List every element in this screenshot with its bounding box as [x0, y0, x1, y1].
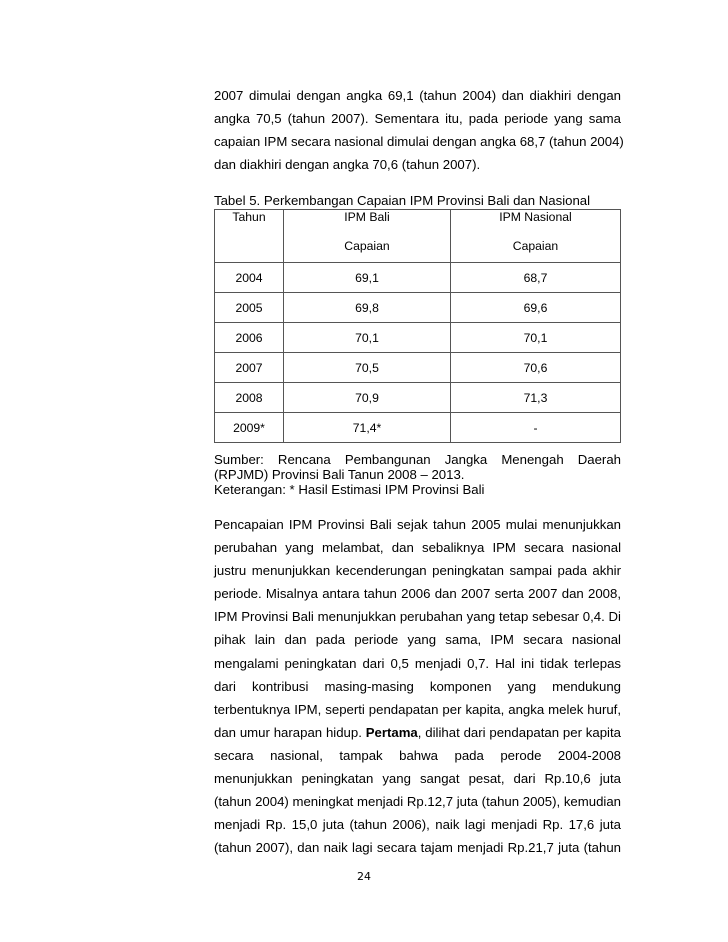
text-line: secara nasional, tampak bahwa pada perode 2004-2008: [214, 747, 621, 763]
table-header-row: [215, 210, 621, 231]
text-line: perubahan yang melambat, dan sebaliknya IPM secara nasional: [214, 540, 621, 556]
cell-year: 2009*: [215, 413, 284, 443]
cell-ipm-bali: 70,9: [284, 383, 451, 413]
cell-ipm-bali: 70,1: [284, 323, 451, 353]
table-row: [215, 263, 621, 293]
text-line: dan diakhiri dengan angka 70,6 (tahun 2007).: [214, 157, 481, 173]
cell-ipm-nasional: 71,3: [451, 383, 621, 413]
text-line: Pencapaian IPM Provinsi Bali sejak tahun 2005 mulai menunjukkan: [214, 517, 621, 532]
cell-year: 2005: [215, 293, 284, 323]
text-line: periode. Misalnya antara tahun 2006 dan 2007 serta 2007 dan 2008,: [214, 586, 621, 602]
cell-ipm-nasional: 70,6: [451, 353, 621, 383]
text-line: (tahun 2007), dan naik lagi secara tajam menjadi Rp.21,7 juta (tahun: [214, 840, 621, 856]
text-line: [214, 721, 621, 744]
note-line: Keterangan: * Hasil Estimasi IPM Provinsi Bali: [214, 482, 485, 497]
table-row: [215, 323, 621, 353]
table-row: [215, 293, 621, 323]
text-line: capaian IPM secara nasional dimulai dengan angka 68,7 (tahun 2004): [214, 134, 624, 150]
table-row: [215, 413, 621, 443]
text-line: pihak lain dan pada periode yang sama, IPM secara nasional: [214, 632, 621, 648]
paragraph-intro: [214, 84, 624, 176]
table-row: [215, 353, 621, 383]
text-run: dan umur harapan hidup.: [214, 724, 366, 740]
cell-year: 2008: [215, 383, 284, 413]
text-line: terbentuknya IPM, seperti pendapatan per kapita, angka melek huruf,: [214, 701, 621, 717]
cell-year: 2007: [215, 353, 284, 383]
cell-ipm-bali: 69,8: [284, 293, 451, 323]
text-line: 2007 dimulai dengan angka 69,1 (tahun 2004) dan diakhiri dengan: [214, 88, 621, 103]
text-line: dari kontribusi masing-masing komponen yang mendukung: [214, 678, 621, 694]
text-line: (tahun 2004) meningkat menjadi Rp.12,7 juta (tahun 2005), kemudian: [214, 794, 621, 810]
text-line: angka 70,5 (tahun 2007). Sementara itu, pada periode yang sama: [214, 111, 621, 127]
cell-ipm-bali: 70,5: [284, 353, 451, 383]
cell-year: 2006: [215, 323, 284, 353]
text-line: IPM Provinsi Bali menunjukkan perubahan yang tetap sebesar 0,4. Di: [214, 609, 621, 625]
table-caption: Tabel 5. Perkembangan Capaian IPM Provinsi Bali dan Nasional: [214, 193, 591, 208]
cell-ipm-nasional: 70,1: [451, 323, 621, 353]
bold-term-pertama: Pertama: [365, 724, 418, 740]
cell-ipm-nasional: 69,6: [451, 293, 621, 323]
table-row: [215, 383, 621, 413]
ipm-table: [214, 209, 621, 443]
cell-year: 2004: [215, 263, 284, 293]
subheader-capaian-nasional: Capaian: [451, 230, 621, 263]
subheader-capaian-bali: Capaian: [284, 230, 451, 263]
source-line: (RPJMD) Provinsi Bali Tanun 2008 – 2013.: [214, 467, 465, 482]
cell-ipm-nasional: 68,7: [451, 263, 621, 293]
header-tahun: Tahun: [215, 210, 284, 263]
cell-ipm-bali: 71,4*: [284, 413, 451, 443]
header-ipm-nasional: IPM Nasional: [451, 210, 621, 231]
cell-ipm-nasional: -: [451, 413, 621, 443]
text-run: , dilihat dari pendapatan per kapita: [417, 724, 621, 740]
header-ipm-bali: IPM Bali: [284, 210, 451, 231]
cell-ipm-bali: 69,1: [284, 263, 451, 293]
text-line: justru menunjukkan kecenderungan peningkatan sampai pada akhir: [214, 563, 621, 579]
paragraph-analysis: [214, 513, 621, 859]
text-line: menjadi Rp. 15,0 juta (tahun 2006), naik lagi menjadi Rp. 17,6 juta: [214, 817, 621, 833]
source-line: Sumber: Rencana Pembangunan Jangka Menengah Daerah: [214, 452, 621, 467]
page-number: 24: [357, 870, 371, 883]
text-line: mengalami peningkatan dari 0,5 menjadi 0,7. Hal ini tidak terlepas: [214, 655, 621, 671]
text-line: menunjukkan peningkatan yang sangat pesat, dari Rp.10,6 juta: [214, 771, 621, 787]
table-source-note: [214, 452, 621, 497]
